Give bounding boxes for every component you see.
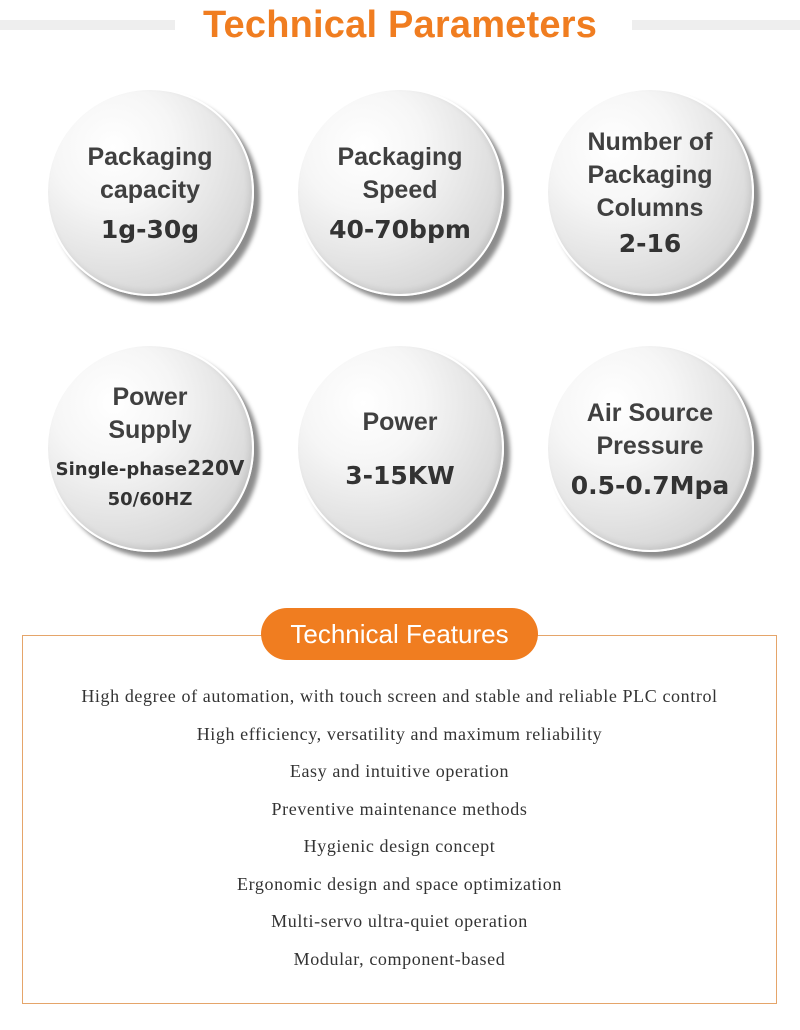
param-value-frequency: 50/60HZ [107, 489, 193, 510]
feature-item: High efficiency, versatility and maximum reliability [196, 723, 603, 744]
param-label: Power [112, 383, 188, 411]
features-list [22, 681, 777, 981]
param-value-prefix: Single-phase [55, 459, 188, 480]
param-label: Packaging [337, 142, 463, 171]
param-air-source-pressure [546, 344, 754, 552]
param-label: Packaging [87, 142, 213, 171]
feature-item: Multi-servo ultra-quiet operation [271, 911, 528, 931]
param-value: 3-15KW [345, 461, 455, 490]
param-power [296, 344, 504, 552]
param-value: 2-16 [618, 229, 682, 258]
feature-item: High degree of automation, with touch screen and stable and reliable PLC control [81, 686, 718, 706]
param-value: 1g-30g [100, 214, 200, 244]
features-title: Technical Features [261, 608, 538, 660]
param-value-voltage: 220V [187, 456, 245, 480]
param-label: Power [362, 408, 438, 436]
param-value: 0.5-0.7Mpa [570, 470, 730, 500]
page-title: Technical Parameters [202, 4, 598, 46]
param-label: Columns [596, 194, 704, 222]
param-packaging-capacity [46, 88, 254, 296]
param-packaging-speed [296, 88, 504, 296]
param-power-supply [46, 344, 254, 552]
param-packaging-columns [546, 88, 754, 296]
param-label: Number of [587, 128, 713, 156]
feature-item: Ergonomic design and space optimization [237, 873, 562, 894]
feature-item: Modular, component-based [293, 948, 506, 969]
param-label: Air Source [586, 398, 714, 427]
param-label: Speed [362, 175, 438, 204]
feature-item: Easy and intuitive operation [289, 761, 510, 781]
param-label: Packaging [587, 161, 713, 189]
feature-item: Hygienic design concept [303, 836, 496, 856]
param-label: Pressure [596, 431, 704, 460]
param-label: capacity [99, 175, 201, 204]
param-label: Supply [108, 416, 192, 444]
param-value [56, 453, 245, 485]
param-value: 40-70bpm [329, 214, 471, 244]
feature-item: Preventive maintenance methods [271, 798, 528, 819]
